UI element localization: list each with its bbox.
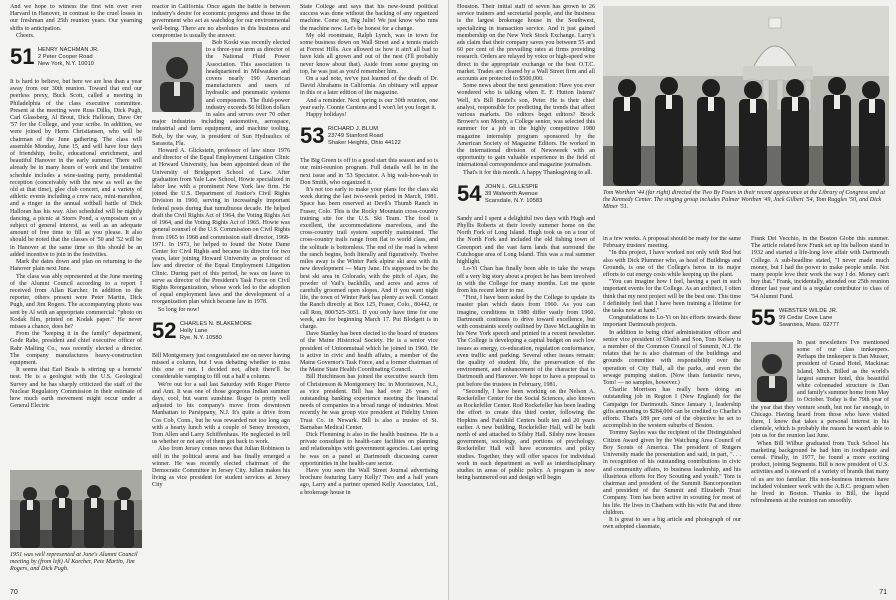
class-address [38,47,99,68]
photo-caption: 1951 was well represented at June's Alumni Council meeting by (from left) Al Karcher, Pete Martin, Jim Rogers, and Dick Pugh. [10,552,138,573]
class-address [328,126,401,147]
paragraph: Bob Koski was recently elected to a three-year term as director of the National Fluid Power Association. This association is headquartered in Milwaukee and covers nearly 190 American manufacturers and users of hydraulic and pneumatic systems and components. The fluid-power industry exceeds $6 billion dollars in sales and serves over 70 other major industries including automotive, aerospace, industrial and farm equipment, and machine tooling. Bob, by the way, is president of Sun Hydraulics of Sarasota, Fla. [152,40,290,147]
photo-caption: Tom Worthen '44 (far right) directed the Two By Fours in their recent appearance at the Library of Congress and at the Kennedy Center. The singing group includes Palmer Worthen '49, Jack Gilbert '54, Tom Ruggles '50, and Dick Miner '51. [603,190,886,211]
paragraph: Tommy Sayles was the recipient of the Distinguished Citizen Award given by the Watchung Area Council of Boy Scouts of America. The president of Rutgers University made the presentation and said, in part, ". . . in recognition of his outstanding contributions in civic and community affairs, to business leadership, and his illustrious efforts for Boy Scouting and youth." Tom is chairman and president of the Summit Bancorporation and president of the Summit and Elizabeth Trust Company. Tom has been active in scouting for most of his life. He lives in Chatham with his wife Pat and three children. [603,430,741,516]
right-column-1 [457,4,595,590]
class-entry-52 [152,317,290,351]
portrait-photo-koski [152,42,202,112]
paragraph: Houston. Their initial staff of seven has grown to 26 service trainers and secretarial people, and the business is the largest brokerage house in the Southwest, specializing in transaction service. And it just gained membership on the New York Stock Exchange. Larry's ads claim that their company saves you between 55 and 60 per cent of the prevailing rates at firms providing research. Orders are relayed by voice or high-speed wire direct to the appropriate exchange or the best O.T.C. market. Trades are cleared by a Wall Street firm and all accounts are protected to $500,000. [457,4,595,83]
left-column-3 [300,4,438,590]
paragraph: When Bill Wilbur graduated from Tuck School his marketing background he had him in toothpaste and cereal. Finally, in 1977, he found a more exciting product, joining Segments. Bill is now president of U.S. activities and is steward of a variety of brands that many of us are too familiar. His non-business interests have included volunteer work with the A.B.C. program when he lived in Boston. Thanks to Bill, the liquid refreshments at the reunion ran smoothly. [751,440,889,505]
street: 2 Peter Cooper Road [38,54,93,61]
paragraph: Dick Flemming is also in the health business. He is a private consultant to health-care facilities on planning and relationships with government agencies. Last spring he was on a panel at Dartmouth discussing career opportunities in the health-care sector. [300,431,438,467]
street: 99 Cedar Cove Lane [779,314,833,321]
paragraph: Have you seen the Wall Street Journal advertising brochure featuring Larry Kelly? Two and a half years ago, Larry and a partner opened Kelly Associates, Ltd., a brokerage house in [300,467,438,496]
city: Shaker Heights, Ohio 44122 [328,140,401,147]
class-entry-55 [751,304,889,338]
paragraph: Congratulations to Lo-Yi on his efforts towards these important Dartmouth projects. [603,315,741,329]
paragraph: "In this project, I have worked not only with Rod but also with Dick Plummer who, as head of Buildings and Grounds, is one of the College's heros in its major efforts to cut energy costs while keeping up the plant. [603,250,741,279]
signoff: So long for now! [158,306,200,313]
paragraph: Frank Del Vecchio, in the Boston Globe this summer. The article related how Frank set up his balloon stand in 1932 and started a life-long love affair with Dartmouth College. A sub-headline stated, "I never made much money, but I had the power to make people smile. Not many people love their work the way I do. Money can't buy that." Frank, incidentally, attended our 25th reunion dinner last year and is a regular contributor to class of '54 Alumni Fund. [751,236,889,300]
two-by-fours-photo [603,6,889,186]
signoff: Happy holidays! [306,112,347,119]
paragraph: We're out for a sail last Saturday with Roger Pierce and Ann. It was one of those gorgeous Indian summer days, cool, but warm sunshine. Roger is pretty well adjusted to his company's move from downtown Manhattan to Parsippany, N.J. It's quite a drive from Cos Cob, Conn., but he was rewarded not too long ago with a hearty lunch with a couple of Seney investors, Tom Allen and Larry Schiffenhaus. He neglected to tell us whether or not any of them got back to work. [152,381,290,446]
left-column-2 [152,4,290,590]
paragraph: State College and says that his new-found political success was done without the backing of any organized machine. Come on, Big Julie! We just know who runs the machine now. Let's be honest for a change. [300,4,438,32]
paragraph: Dave Stanley has been elected to the board of trustees of the Maine Historical Society. He is a senior vice president of Unionmutual which he joined in 1960. He is active in civic and health affairs, a member of the Maine Governor's Task Force, and a former chairman of the Maine State Health Coordinating Council. [300,331,438,374]
signoff: Cheers. [16,32,35,39]
paragraph: Sandy and I spent a delightful two days with Hugh and Phyllis Roberts at their lovely summer home on the North Fork of Long Island. Hugh took us on a tour of the North Fork and included the old fishing town of Greenport and the vast farm lands that surround the Cutchogue area of Long Island. This was a real summer highlight. [457,215,595,266]
street: Holly Lane [180,327,208,334]
paragraph: Also from Jersey comes news that Julian Robinson is still in the political arena and has finally emerged a winner. He was recently elected chairman of the Democratic Committee in Jersey City. Julian makes his living as vice president for student services at Jersey City [152,446,290,489]
portrait-photo-musser [751,342,793,402]
page-number: 70 [10,589,18,596]
class-address [180,321,252,342]
class-entry-53 [300,122,438,156]
paragraph: Bill Montgomery just congratulated me on never having missed a column, but I was debating whether to miss this one or not. I decided not, albeit there'll be considerable vamping to fill out a half a column. [152,352,290,381]
city: New York, N.Y. 10010 [38,61,95,68]
paragraph: My old roommate, Ralph Lynch, was in town for some business down on Wall Street and a tennis match at Forrest Hills. Ace allowed us how it ain't all bad to have kids all grown and out of the nest (I'll probably never know about that). Aside from some graying on top, he was just as you'd remember him. [300,32,438,75]
right-column-2 [603,236,741,590]
city: Rye, N.Y. 10580 [180,334,222,341]
paragraph: reactor in California. Once again the battle is between industry's desire for economic progress and those in the government who act as watchdog for our environmental well-being. There are no absolutes in this business and compromise is usually the answer. [152,4,290,39]
city: Scarsdale, N.Y. 10583 [485,197,543,204]
city: Swansea, Mass. 02777 [779,321,840,328]
paragraph: It's not too early to make your plans for the class ski week during the last two-week period in March, 1981. Space has been reserved at Devil's Thumb Ranch in Fraser, Colo. This is the Rocky Mountain cross-country training site for the U.S. Ski Team. The food is excellent, the accommodations marvelous, and the cross-country trail system superbly maintained. The cross-country trails range from flat to world class, and the solitude is bottomless. The end of the road is where the ranch begins, both literally and figuratively. Twelve miles away is the Winter Park alpine ski area with its new development — Mary Jane. It's supposed to be the best ski area in Colorado, with the pitch of Ajax, the powder of Vail's backhills, and acres and acres of carefully groomed open slopes. And if you want night life, the town of Winter Park has plenty as well. Contact the Ranch directly at Box 125, Fraser, Colo., 80442, or call Ron, 800/525-3051. If you only have time for one week, aim for beginning March 17. Put Blodgett is in charge. [300,187,438,330]
paragraph: In addition to being chief administration officer and senior vice president of Chubb and Son, Tom Kelsey is a member of the Common Council of Summit, N.J. He relates that he is also chairman of the buildings and grounds committee with responsibility over the operation of City Hall, all the parks, and even the sewage pumping station. (Now thats fantastic news, Tom! — no samples, however.) [603,329,741,387]
paragraph: That's it for this month. A happy Thanksgiving to all. [463,169,593,176]
street: 23749 Stanford Road [328,133,384,140]
secretary-name: RICHARD J. BLUM [328,126,378,133]
paragraph: From the "keeping it in the family" department, Gode Rahe, president and chief executive officer of Rahr Malting Co., was recently elected a director. The company manufactures heavy-construction equipment. [10,331,142,366]
class-year: 55 [751,304,776,330]
paragraph: Lo-Yi Chan has finally been able to take the wraps off a very big story about a project he has been involved in with the College for many months. Let me quote from his recent letter to me. [457,266,595,294]
paragraph: It is hard to believe, but here we are less than a year away from our 30th reunion. Toward that end our peerless prexy, Buck Scott, called a meeting in Philadelphia of the class executive committee. Present at the meeting were Russ Dilks, Dick Pugh, Carl Glassberg, Al Brout, Dick Halloran, Dave Orr '57 for the College, and your scribe. In addition, we were joined by Herm Christiansen, who will be chairman of the June gathering. The class will assemble Monday, June 15, and will have four days of friendship, frolic, educational enrichment, and beautiful Hanover in the early summer. There will already be in many hours of work and the tentative schedule includes a wine-tasting party, presidential reception (conceivably with the new as well as the old at that time), glee club concert, and a variety of athletic events including a crew race, mini-marathon, and a ringer in the annual softball battle of Dick Halloran has his way. Also scheduled will be nightly dancing, a picnic at Storrs Pond, a symposium on a subject of general interest, as well as an adequate amount of free time to fill as you please. It also should be noted that the classes of '50 and '52 will be in Hanover at the same time so this should be an added incentive to join in the festivities. [10,79,142,258]
class-address [485,184,542,205]
secretary-name: JOHN L. GILLESPIE [485,183,539,190]
class-address [779,308,839,329]
street: 39 Walworth Avenue [485,190,538,197]
paragraph: Charlie Morrison has really been doing an outstanding job in Region I (New England) for the Campaign for Dartmouth. Since January 1, leadership gifts amounting to $284,000 can be credited to Charlie's efforts. That's 189 per cent of the objective he set to accomplish in the western suburbs of Boston. [603,387,741,430]
paragraph: And a reminder. Next spring is our 30th reunion, one year early. Connie Carstens and I won't let you forget it. [300,97,438,111]
paragraph: The class was ably represented at the June meeting of the Alumni Council according to a report I received from Allan Karcher. In addition to the reporter, others present were Peter Martin, Dick Pugh, and Jim Rogers. The accompanying photo was sent by Al with an appropriate commercial: "photo on Kodak film, printed on Kodak paper." He never misses a chance, does he? [10,273,142,330]
class-entry-54 [457,180,595,214]
paragraph: The Big Green is off to a good start this season and so is our mini-reunion program. Full details will be in the next issue and in '53 Spectator. A big wah-hoo-wah to Don Smith, who organized it. [300,158,438,186]
class-year: 54 [457,180,482,206]
paragraph: Howard A. Glickstein, professor of law since 1976 and director of the Equal Employment Litigation Clinic at Howard University, has been appointed dean of the University of Bridgeport School of Law. After graduation from Yale Law School, Howie specialized in labor law with a prominent New York law firm. He joined the U.S. Department of Justice's Civil Rights Division in 1960, serving in increasingly important federal posts during that tumultuous decade. He helped draft the Civil Rights Act of 1964, the Voting Rights Act of 1964, and the Voting Rights Act of 1965. Howie was general counsel of the U.S. Commission on Civil Rights from 1965 to 1968 and commission staff director, 1968-1971. In 1973, he helped to found the Notre Dame Center for Civil Rights and became its director for two years, later joining Howard University as professor of law and director of the Equal Employment Litigation Clinic. During part of this period, he was on leave to serve as director of the President's Task Force on Civil Rights Reorganization, whose work led to the adoption of equal employment laws and the development of a reorganization plan which became law in 1978. [152,148,290,306]
secretary-name: WEBSTER WILDE JR. [779,307,838,314]
alumni-council-photo [10,470,142,548]
secretary-name: CHARLES N. BLAKEMORE [180,320,252,327]
right-column-3 [751,236,889,590]
class-year: 51 [10,44,35,70]
paragraph: On a sad note, we've just learned of the death of Dr. David Abrahams in California. An obituary will appear in this or a later edition of the magazine. [300,76,438,97]
secretary-name: HENRY NACHMAN JR. [38,47,99,54]
paragraph: Some news about the next generation: Have you ever wondered who is talking when E. F. Hutton listens? Well, it's Bill Beutel's son, Peter. He is their chief analyst, responsible for predicting the trends that affect various markets. Do editors beget editors? Brock Brower's son Monty, a College senior, was selected this summer for a job in the highly competitive 1980 magazine internship program sponsored by the American Society of Magazine Editors. He worked in the international division of Newsweek with an opportunity to gain valuable experience in the field of international correspondence and magazine journalism. [457,83,595,169]
right-page [448,0,896,600]
page-number: 71 [879,589,887,596]
class-year: 52 [152,317,177,343]
paragraph: in a few weeks. A proposal should be ready for the same February trustees' meeting. [603,236,741,250]
paragraph: And we hope to witness the first win over ever Harvard in Hanover, in contrast to the cruel losses in our freshman and 25th reunion years. Our yearning shifts to anticipation. [10,4,142,32]
class-year: 53 [300,123,325,149]
left-column-1 [10,4,142,444]
paragraph: Bill Hutchinson has joined the executive search firm of Christenson & Montgomery Inc. in Morristown, N.J., as vice president. Bill has had over 26 years of outstanding banking experience meeting the financial needs of companies in a broad range of industries. Most recently he was group vice president at Fidelity Union Trust Co. in Newark. Bill is also a trustee of St. Barnabas Medical Center. [300,374,438,431]
paragraph: It is great to see a big article and photograph of our own adopted classmate, [603,516,741,531]
paragraph: Mark the dates down and plan on returning to the Hanover plain next June. [10,259,142,273]
paragraph: "Secondly, I have been working on the Nelson A. Rockefeller Center for the Social Sciences, also known as Rockefeller Center. Rod Rockefeller has been leading the effort to create this third center, following the Hopkins and Fairchild Centers built ten and 20 years earlier. A new building, Rockefeller Hall, will be built north of and attached to Silsby Hall. Silsby now houses government, sociology, and portions of psychology. Rockefeller Hall will have economics and policy studies. Together, they will offer spaces for individual work in each department as well as interdisciplinary studies in areas of public policy. A program is now being hammered out and design will begin [457,388,595,482]
class-entry-51 [10,43,142,77]
paragraph: "You can imagine how I feel, having a part in such important events for the College. As an architect, I often think that my next project will be the best one. This time I definitely feel that I have been training a lifetime for the tasks now at hand." [603,279,741,315]
paragraph: "First, I have been asked by the College to update its master plan which dates from 1960. As you can imagine, conditions in 1980 differ vastly from 1960. Dartmouth continues to drive toward excellence, but with constraints sorely outlined by Dave McLaughlin in his New York speech and printed in a recent newsletter. The College is developing a capital budget on such low issues as energy, co-education, regulation conformance, even traffic and parking. Several other issues remain: the quality of student life, the preservation of the environment, and enhancement of the character that is Dartmouth and Hanover. We hope to have a proposal to put before the trustees in February, 1981. [457,295,595,388]
paragraph: It seems that Earl Beals is stirring up a hornets' nest. He is a geologist with the U.S. Geological Survey and he has sharply criticized the staff of the Nuclear Regulatory Commission in their estimate of how much earth movement might occur under a General Electric [10,367,142,410]
paragraph: In past newsletters I've mentioned some of our class innkeepers. Perhaps the innkeeper is Dan Musser, president of Grand Hotel, Mackinac Island, Mich. Billed as the world's largest summer hotel, this beautiful white colonnaded structure is Dan and family's summer home from May to October. Today is the 79th year of the year that they venture south, but not far enough, to Chicago. Having heard from those who have visited there, I know that takes a personal interest in his clientele, which is probably the reason he wasn't able to join us for the reunion last June. [751,339,889,440]
